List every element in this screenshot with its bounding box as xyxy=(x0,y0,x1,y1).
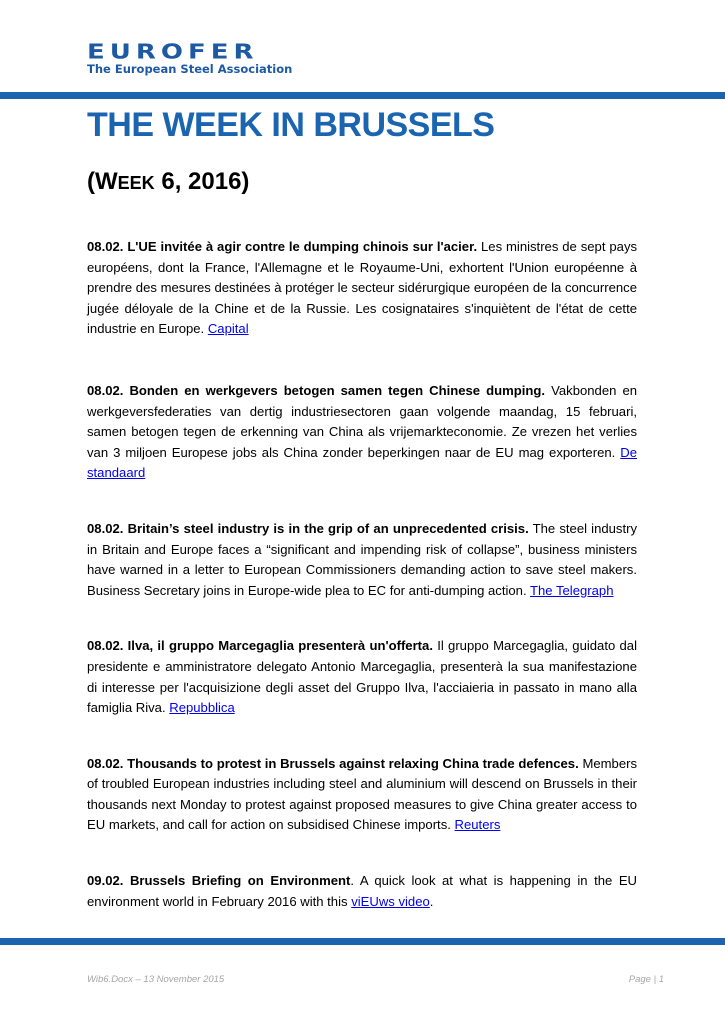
article-body: Il gruppo Marcegaglia, guidato dal presidente e amministratore delegato Antonio Marcegaglia, presenterà la sua manifestazione di interesse per l'acquisizione degli asset del Gruppo Ilva, l'acciaieria in passato in mano alla famiglia Riva. xyxy=(87,638,637,716)
article-item xyxy=(87,754,637,836)
article-after: . xyxy=(429,893,434,909)
subtitle-w: W xyxy=(95,168,118,195)
logo-tagline: The European Steel Association xyxy=(87,62,293,76)
article-headline: Thousands to protest in Brussels against relaxing China trade defences. xyxy=(127,755,579,771)
article-source-link[interactable]: The Telegraph xyxy=(530,582,614,598)
article-date: 08.02. xyxy=(87,382,124,398)
article-item xyxy=(87,237,637,340)
article-source-link[interactable]: Capital xyxy=(207,321,249,337)
article-source-link[interactable]: viEUws video xyxy=(351,893,430,909)
article-headline: Brussels Briefing on Environment xyxy=(129,873,351,889)
article-headline: Britain’s steel industry is in the grip of an unprecedented crisis. xyxy=(127,520,529,536)
logo-wordmark: EUROFER xyxy=(87,40,259,64)
article-date: 08.02. xyxy=(87,638,124,654)
page-title: THE WEEK IN BRUSSELS xyxy=(87,106,495,144)
eurofer-logo xyxy=(87,42,312,76)
article-source-link[interactable]: De standaard xyxy=(87,444,638,481)
article-item xyxy=(87,519,637,601)
article-date: 09.02. xyxy=(87,873,124,889)
article-body: The steel industry in Britain and Europe faces a “significant and impending risk of collapse”, business ministers have warned in a letter to European Commissioners demanding action to save steel makers. Business Secretary joins in Europe-wide plea to EC for anti-dumping action. xyxy=(87,520,638,598)
subtitle-week-number: 6, 2016) xyxy=(154,168,250,195)
article-headline: Bonden en werkgevers betogen samen tegen Chinese dumping. xyxy=(129,382,546,398)
article-item xyxy=(87,381,637,484)
footer-document-info: Wib6.Docx – 13 November 2015 xyxy=(87,974,225,985)
article-headline: Ilva, il gruppo Marcegaglia presenterà un'offerta. xyxy=(127,638,433,654)
article-headline: L'UE invitée à agir contre le dumping chinois sur l'acier. xyxy=(127,239,478,254)
header-divider-bar xyxy=(0,92,725,99)
article-item xyxy=(87,871,637,912)
article-list xyxy=(87,237,637,912)
article-body: Members of troubled European industries including steel and aluminium will descend on Brussels in their thousands next Monday to protest against proposed measures to give China greater access to EU markets, and call for action on subsidised Chinese imports. xyxy=(87,755,638,833)
footer-page-number: Page | 1 xyxy=(628,974,664,985)
page-subtitle xyxy=(87,168,249,196)
article-body: Vakbonden en werkgeversfederaties van dertig industriesectoren gaan volgende maandag, 15 februari, samen betogen tegen de erkenning van China als vrijemarkteconomie. Ze vrezen het verlies van 3 miljoen Europese jobs als China zonder beperkingen naar de EU mag exporteren. xyxy=(87,382,638,460)
subtitle-open-paren: ( xyxy=(87,168,95,195)
article-date: 08.02. xyxy=(87,239,124,254)
article-item xyxy=(87,636,637,718)
article-body: Les ministres de sept pays européens, dont la France, l'Allemagne et le Royaume-Uni, exhortent l'Union européenne à prendre des mesures destinées à protéger le secteur sidérurgique européen de la concurrence jugée déloyale de la Chine et de la Russie. Les cosignataires s'inquiètent de l'état de cette industrie en Europe. xyxy=(87,239,638,337)
article-source-link[interactable]: Repubblica xyxy=(169,700,235,716)
footer-divider-bar xyxy=(0,938,725,945)
subtitle-eek: EEK xyxy=(117,173,155,193)
article-body: . A quick look at what is happening in the EU environment world in February 2016 with this xyxy=(87,873,638,909)
article-date: 08.02. xyxy=(87,520,124,536)
article-date: 08.02. xyxy=(87,755,124,771)
article-source-link[interactable]: Reuters xyxy=(454,817,501,833)
